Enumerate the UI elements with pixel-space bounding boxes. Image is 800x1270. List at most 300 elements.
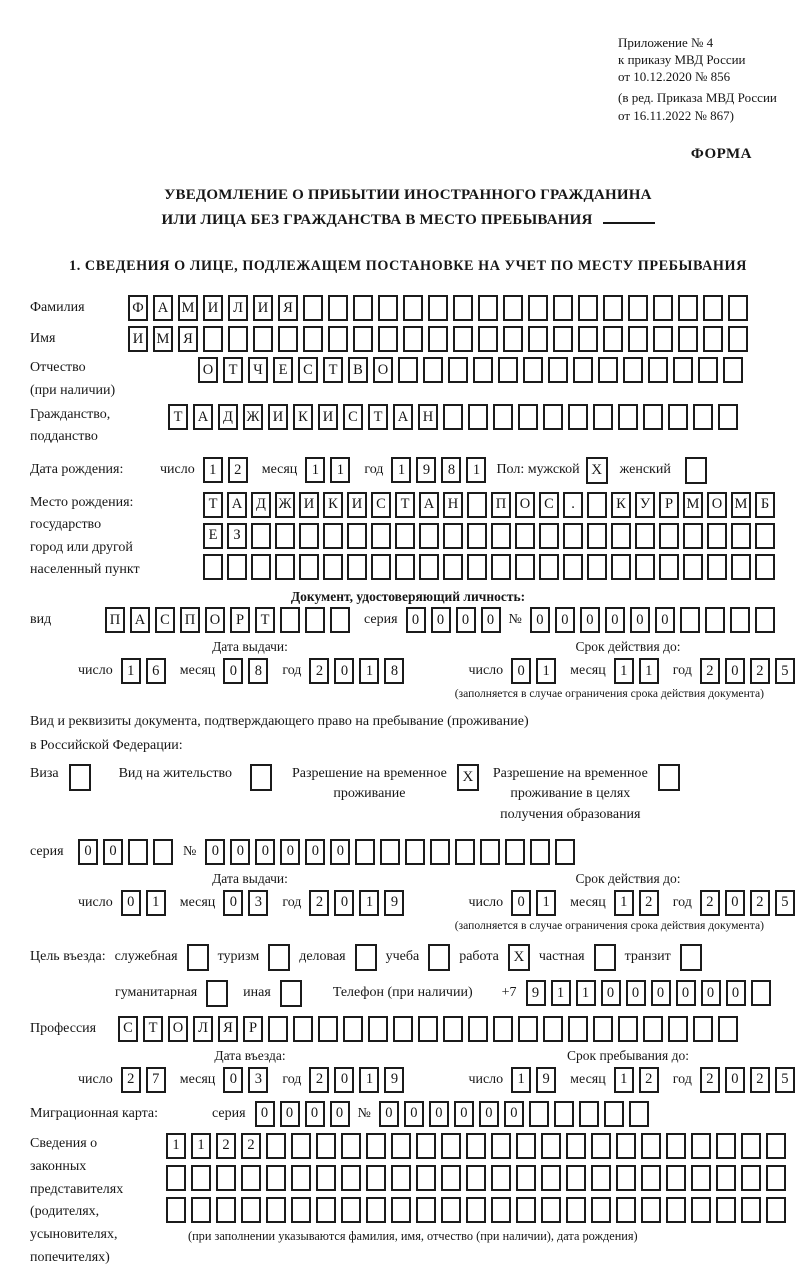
char-cell[interactable] xyxy=(443,1016,463,1042)
char-cell[interactable] xyxy=(448,357,468,383)
char-cell[interactable] xyxy=(478,295,498,321)
char-cell[interactable]: 1 xyxy=(614,890,634,916)
char-cell[interactable]: 1 xyxy=(466,457,486,483)
char-cell[interactable]: Д xyxy=(218,404,238,430)
char-cell[interactable] xyxy=(418,1016,438,1042)
char-cell[interactable]: С xyxy=(155,607,175,633)
char-cell[interactable] xyxy=(323,554,343,580)
char-cell[interactable]: 8 xyxy=(248,658,268,684)
char-cell[interactable] xyxy=(568,1016,588,1042)
char-cell[interactable] xyxy=(728,326,748,352)
char-cell[interactable] xyxy=(718,1016,738,1042)
char-cell[interactable]: И xyxy=(253,295,273,321)
char-cell[interactable]: 0 xyxy=(431,607,451,633)
char-cell[interactable] xyxy=(466,1133,486,1159)
char-cell[interactable]: 6 xyxy=(146,658,166,684)
char-cell[interactable] xyxy=(341,1165,361,1191)
char-cell[interactable]: Л xyxy=(193,1016,213,1042)
char-cell[interactable] xyxy=(203,554,223,580)
char-cell[interactable]: Р xyxy=(659,492,679,518)
char-cell[interactable] xyxy=(641,1165,661,1191)
char-cell[interactable]: 5 xyxy=(775,890,795,916)
char-cell[interactable] xyxy=(766,1165,786,1191)
char-cell[interactable] xyxy=(330,607,350,633)
char-cell[interactable]: 2 xyxy=(241,1133,261,1159)
char-cell[interactable] xyxy=(241,1197,261,1223)
char-cell[interactable]: 0 xyxy=(725,658,745,684)
char-cell[interactable] xyxy=(716,1197,736,1223)
char-cell[interactable] xyxy=(641,1197,661,1223)
char-cell[interactable]: 2 xyxy=(309,658,329,684)
char-cell[interactable]: И xyxy=(268,404,288,430)
char-cell[interactable] xyxy=(227,554,247,580)
char-cell[interactable] xyxy=(378,326,398,352)
char-cell[interactable] xyxy=(398,357,418,383)
char-cell[interactable] xyxy=(587,554,607,580)
char-cell[interactable] xyxy=(541,1133,561,1159)
char-cell[interactable] xyxy=(666,1165,686,1191)
char-cell[interactable] xyxy=(466,1197,486,1223)
char-cell[interactable] xyxy=(698,357,718,383)
char-cell[interactable]: П xyxy=(105,607,125,633)
char-cell[interactable] xyxy=(428,295,448,321)
char-cell[interactable]: 0 xyxy=(725,890,745,916)
char-cell[interactable] xyxy=(628,326,648,352)
char-cell[interactable] xyxy=(291,1165,311,1191)
char-cell[interactable]: Я xyxy=(178,326,198,352)
char-cell[interactable] xyxy=(316,1165,336,1191)
char-cell[interactable]: 1 xyxy=(536,890,556,916)
char-cell[interactable] xyxy=(403,295,423,321)
char-cell[interactable] xyxy=(291,1197,311,1223)
char-cell[interactable] xyxy=(303,326,323,352)
char-cell[interactable]: Р xyxy=(243,1016,263,1042)
sex-female-checkbox[interactable] xyxy=(685,457,707,484)
char-cell[interactable]: С xyxy=(298,357,318,383)
char-cell[interactable]: 0 xyxy=(676,980,696,1006)
char-cell[interactable] xyxy=(515,554,535,580)
char-cell[interactable] xyxy=(641,1133,661,1159)
char-cell[interactable] xyxy=(395,523,415,549)
char-cell[interactable] xyxy=(467,554,487,580)
char-cell[interactable] xyxy=(604,1101,624,1127)
char-cell[interactable]: 0 xyxy=(511,658,531,684)
char-cell[interactable] xyxy=(441,1197,461,1223)
char-cell[interactable]: 1 xyxy=(330,457,350,483)
temp-education-checkbox[interactable] xyxy=(658,764,680,791)
char-cell[interactable]: 0 xyxy=(223,658,243,684)
char-cell[interactable]: 0 xyxy=(511,890,531,916)
char-cell[interactable]: Л xyxy=(228,295,248,321)
char-cell[interactable] xyxy=(416,1197,436,1223)
char-cell[interactable] xyxy=(441,1133,461,1159)
char-cell[interactable]: 1 xyxy=(391,457,411,483)
char-cell[interactable]: 0 xyxy=(255,839,275,865)
char-cell[interactable] xyxy=(680,607,700,633)
purpose-humanitarian-checkbox[interactable] xyxy=(206,980,228,1007)
char-cell[interactable]: О xyxy=(168,1016,188,1042)
char-cell[interactable] xyxy=(393,1016,413,1042)
char-cell[interactable] xyxy=(528,326,548,352)
char-cell[interactable]: 2 xyxy=(639,890,659,916)
char-cell[interactable] xyxy=(498,357,518,383)
char-cell[interactable]: 1 xyxy=(551,980,571,1006)
char-cell[interactable] xyxy=(453,326,473,352)
char-cell[interactable] xyxy=(378,295,398,321)
char-cell[interactable] xyxy=(371,554,391,580)
char-cell[interactable]: С xyxy=(343,404,363,430)
char-cell[interactable] xyxy=(480,839,500,865)
char-cell[interactable] xyxy=(648,357,668,383)
char-cell[interactable] xyxy=(691,1165,711,1191)
char-cell[interactable]: 2 xyxy=(228,457,248,483)
char-cell[interactable] xyxy=(428,326,448,352)
char-cell[interactable] xyxy=(598,357,618,383)
char-cell[interactable]: 0 xyxy=(334,1067,354,1093)
char-cell[interactable] xyxy=(275,554,295,580)
char-cell[interactable] xyxy=(275,523,295,549)
char-cell[interactable] xyxy=(203,326,223,352)
char-cell[interactable] xyxy=(391,1133,411,1159)
char-cell[interactable]: М xyxy=(153,326,173,352)
char-cell[interactable] xyxy=(668,404,688,430)
char-cell[interactable] xyxy=(668,1016,688,1042)
char-cell[interactable] xyxy=(593,404,613,430)
char-cell[interactable] xyxy=(523,357,543,383)
char-cell[interactable]: 0 xyxy=(223,890,243,916)
char-cell[interactable]: 0 xyxy=(205,839,225,865)
char-cell[interactable]: 2 xyxy=(639,1067,659,1093)
char-cell[interactable] xyxy=(730,607,750,633)
char-cell[interactable] xyxy=(491,1165,511,1191)
char-cell[interactable] xyxy=(391,1197,411,1223)
char-cell[interactable] xyxy=(280,607,300,633)
char-cell[interactable] xyxy=(515,523,535,549)
char-cell[interactable] xyxy=(539,523,559,549)
char-cell[interactable] xyxy=(343,1016,363,1042)
char-cell[interactable]: 2 xyxy=(750,658,770,684)
char-cell[interactable] xyxy=(491,1197,511,1223)
char-cell[interactable] xyxy=(468,1016,488,1042)
char-cell[interactable]: 2 xyxy=(700,890,720,916)
char-cell[interactable]: 0 xyxy=(230,839,250,865)
char-cell[interactable] xyxy=(503,295,523,321)
char-cell[interactable] xyxy=(253,326,273,352)
char-cell[interactable] xyxy=(593,1016,613,1042)
char-cell[interactable]: Я xyxy=(278,295,298,321)
char-cell[interactable]: 0 xyxy=(655,607,675,633)
char-cell[interactable] xyxy=(555,839,575,865)
char-cell[interactable]: 2 xyxy=(750,890,770,916)
char-cell[interactable] xyxy=(166,1197,186,1223)
char-cell[interactable] xyxy=(216,1165,236,1191)
char-cell[interactable] xyxy=(299,554,319,580)
char-cell[interactable] xyxy=(673,357,693,383)
char-cell[interactable]: 2 xyxy=(750,1067,770,1093)
char-cell[interactable] xyxy=(553,326,573,352)
char-cell[interactable]: 0 xyxy=(725,1067,745,1093)
char-cell[interactable] xyxy=(467,523,487,549)
char-cell[interactable] xyxy=(228,326,248,352)
char-cell[interactable] xyxy=(741,1133,761,1159)
char-cell[interactable] xyxy=(635,554,655,580)
char-cell[interactable]: Т xyxy=(368,404,388,430)
char-cell[interactable]: 9 xyxy=(384,1067,404,1093)
char-cell[interactable]: П xyxy=(491,492,511,518)
char-cell[interactable] xyxy=(403,326,423,352)
char-cell[interactable] xyxy=(473,357,493,383)
char-cell[interactable]: 1 xyxy=(305,457,325,483)
char-cell[interactable]: 2 xyxy=(309,890,329,916)
char-cell[interactable] xyxy=(318,1016,338,1042)
char-cell[interactable] xyxy=(563,523,583,549)
char-cell[interactable] xyxy=(659,554,679,580)
char-cell[interactable] xyxy=(716,1133,736,1159)
char-cell[interactable]: 1 xyxy=(191,1133,211,1159)
char-cell[interactable]: Р xyxy=(230,607,250,633)
char-cell[interactable] xyxy=(395,554,415,580)
char-cell[interactable] xyxy=(751,980,771,1006)
char-cell[interactable] xyxy=(616,1197,636,1223)
char-cell[interactable] xyxy=(443,404,463,430)
char-cell[interactable]: 9 xyxy=(384,890,404,916)
char-cell[interactable]: 0 xyxy=(334,890,354,916)
char-cell[interactable] xyxy=(741,1165,761,1191)
char-cell[interactable]: 0 xyxy=(726,980,746,1006)
char-cell[interactable] xyxy=(543,404,563,430)
char-cell[interactable] xyxy=(419,523,439,549)
char-cell[interactable] xyxy=(416,1133,436,1159)
char-cell[interactable]: 0 xyxy=(630,607,650,633)
char-cell[interactable] xyxy=(423,357,443,383)
char-cell[interactable] xyxy=(616,1133,636,1159)
char-cell[interactable]: О xyxy=(707,492,727,518)
char-cell[interactable]: К xyxy=(323,492,343,518)
char-cell[interactable]: 3 xyxy=(248,890,268,916)
char-cell[interactable] xyxy=(491,1133,511,1159)
char-cell[interactable] xyxy=(693,1016,713,1042)
char-cell[interactable]: С xyxy=(539,492,559,518)
char-cell[interactable] xyxy=(723,357,743,383)
char-cell[interactable] xyxy=(341,1133,361,1159)
char-cell[interactable] xyxy=(603,326,623,352)
char-cell[interactable] xyxy=(566,1197,586,1223)
char-cell[interactable]: 2 xyxy=(216,1133,236,1159)
temp-residence-checkbox[interactable]: X xyxy=(457,764,479,791)
char-cell[interactable] xyxy=(516,1133,536,1159)
char-cell[interactable]: С xyxy=(371,492,391,518)
char-cell[interactable] xyxy=(303,295,323,321)
char-cell[interactable] xyxy=(266,1197,286,1223)
char-cell[interactable] xyxy=(316,1133,336,1159)
char-cell[interactable]: 0 xyxy=(454,1101,474,1127)
char-cell[interactable] xyxy=(191,1197,211,1223)
char-cell[interactable]: О xyxy=(515,492,535,518)
char-cell[interactable]: 8 xyxy=(384,658,404,684)
purpose-other-checkbox[interactable] xyxy=(280,980,302,1007)
visa-checkbox[interactable] xyxy=(69,764,91,791)
char-cell[interactable]: 0 xyxy=(651,980,671,1006)
char-cell[interactable] xyxy=(453,295,473,321)
char-cell[interactable]: 5 xyxy=(775,1067,795,1093)
char-cell[interactable]: 0 xyxy=(78,839,98,865)
char-cell[interactable]: 1 xyxy=(203,457,223,483)
char-cell[interactable] xyxy=(347,523,367,549)
char-cell[interactable] xyxy=(478,326,498,352)
char-cell[interactable]: 0 xyxy=(456,607,476,633)
char-cell[interactable] xyxy=(587,523,607,549)
char-cell[interactable] xyxy=(766,1133,786,1159)
char-cell[interactable]: 0 xyxy=(429,1101,449,1127)
char-cell[interactable] xyxy=(505,839,525,865)
char-cell[interactable] xyxy=(629,1101,649,1127)
char-cell[interactable] xyxy=(691,1133,711,1159)
char-cell[interactable] xyxy=(493,1016,513,1042)
char-cell[interactable] xyxy=(516,1197,536,1223)
char-cell[interactable] xyxy=(591,1165,611,1191)
char-cell[interactable] xyxy=(728,295,748,321)
char-cell[interactable] xyxy=(666,1133,686,1159)
char-cell[interactable] xyxy=(603,295,623,321)
char-cell[interactable]: 5 xyxy=(775,658,795,684)
char-cell[interactable] xyxy=(703,295,723,321)
char-cell[interactable]: 2 xyxy=(700,658,720,684)
char-cell[interactable]: 7 xyxy=(146,1067,166,1093)
char-cell[interactable]: 0 xyxy=(404,1101,424,1127)
char-cell[interactable]: И xyxy=(128,326,148,352)
char-cell[interactable] xyxy=(731,523,751,549)
char-cell[interactable]: 0 xyxy=(103,839,123,865)
char-cell[interactable] xyxy=(553,295,573,321)
char-cell[interactable] xyxy=(716,1165,736,1191)
char-cell[interactable]: И xyxy=(203,295,223,321)
char-cell[interactable] xyxy=(579,1101,599,1127)
char-cell[interactable] xyxy=(573,357,593,383)
char-cell[interactable]: О xyxy=(373,357,393,383)
char-cell[interactable] xyxy=(467,492,487,518)
char-cell[interactable]: С xyxy=(118,1016,138,1042)
char-cell[interactable] xyxy=(653,326,673,352)
char-cell[interactable]: 1 xyxy=(121,658,141,684)
char-cell[interactable]: 0 xyxy=(330,839,350,865)
char-cell[interactable]: 9 xyxy=(526,980,546,1006)
purpose-private-checkbox[interactable] xyxy=(594,944,616,971)
char-cell[interactable]: 9 xyxy=(416,457,436,483)
char-cell[interactable] xyxy=(666,1197,686,1223)
char-cell[interactable]: Е xyxy=(273,357,293,383)
char-cell[interactable] xyxy=(491,554,511,580)
char-cell[interactable]: 1 xyxy=(359,1067,379,1093)
char-cell[interactable] xyxy=(518,1016,538,1042)
char-cell[interactable] xyxy=(566,1165,586,1191)
char-cell[interactable] xyxy=(391,1165,411,1191)
char-cell[interactable] xyxy=(541,1165,561,1191)
char-cell[interactable] xyxy=(328,326,348,352)
char-cell[interactable]: 1 xyxy=(166,1133,186,1159)
purpose-work-checkbox[interactable]: X xyxy=(508,944,530,971)
char-cell[interactable]: Д xyxy=(251,492,271,518)
char-cell[interactable]: 0 xyxy=(626,980,646,1006)
char-cell[interactable]: В xyxy=(348,357,368,383)
char-cell[interactable]: О xyxy=(205,607,225,633)
char-cell[interactable]: Б xyxy=(755,492,775,518)
char-cell[interactable] xyxy=(371,523,391,549)
char-cell[interactable] xyxy=(323,523,343,549)
char-cell[interactable]: К xyxy=(611,492,631,518)
char-cell[interactable]: 2 xyxy=(700,1067,720,1093)
char-cell[interactable]: Т xyxy=(223,357,243,383)
char-cell[interactable] xyxy=(278,326,298,352)
char-cell[interactable]: Т xyxy=(255,607,275,633)
char-cell[interactable] xyxy=(643,404,663,430)
char-cell[interactable]: Н xyxy=(418,404,438,430)
char-cell[interactable] xyxy=(691,1197,711,1223)
char-cell[interactable]: Н xyxy=(443,492,463,518)
char-cell[interactable]: З xyxy=(227,523,247,549)
char-cell[interactable] xyxy=(563,554,583,580)
char-cell[interactable] xyxy=(353,326,373,352)
char-cell[interactable]: А xyxy=(227,492,247,518)
char-cell[interactable]: Ж xyxy=(275,492,295,518)
char-cell[interactable]: 1 xyxy=(614,1067,634,1093)
char-cell[interactable]: 1 xyxy=(146,890,166,916)
char-cell[interactable] xyxy=(347,554,367,580)
char-cell[interactable] xyxy=(266,1165,286,1191)
char-cell[interactable]: 1 xyxy=(359,890,379,916)
char-cell[interactable] xyxy=(659,523,679,549)
char-cell[interactable] xyxy=(153,839,173,865)
char-cell[interactable]: 0 xyxy=(601,980,621,1006)
char-cell[interactable]: 1 xyxy=(639,658,659,684)
char-cell[interactable] xyxy=(518,404,538,430)
char-cell[interactable] xyxy=(430,839,450,865)
char-cell[interactable] xyxy=(678,295,698,321)
char-cell[interactable]: 0 xyxy=(605,607,625,633)
char-cell[interactable] xyxy=(268,1016,288,1042)
char-cell[interactable]: . xyxy=(563,492,583,518)
char-cell[interactable] xyxy=(568,404,588,430)
char-cell[interactable] xyxy=(530,839,550,865)
char-cell[interactable] xyxy=(529,1101,549,1127)
char-cell[interactable] xyxy=(128,839,148,865)
char-cell[interactable] xyxy=(635,523,655,549)
char-cell[interactable]: 0 xyxy=(580,607,600,633)
char-cell[interactable]: 0 xyxy=(305,839,325,865)
char-cell[interactable] xyxy=(539,554,559,580)
char-cell[interactable]: Я xyxy=(218,1016,238,1042)
char-cell[interactable] xyxy=(578,326,598,352)
char-cell[interactable] xyxy=(405,839,425,865)
char-cell[interactable] xyxy=(731,554,751,580)
char-cell[interactable]: Т xyxy=(395,492,415,518)
char-cell[interactable]: Т xyxy=(168,404,188,430)
char-cell[interactable] xyxy=(191,1165,211,1191)
char-cell[interactable]: 0 xyxy=(280,839,300,865)
char-cell[interactable] xyxy=(299,523,319,549)
char-cell[interactable]: М xyxy=(683,492,703,518)
char-cell[interactable] xyxy=(616,1165,636,1191)
char-cell[interactable] xyxy=(441,1165,461,1191)
char-cell[interactable]: 1 xyxy=(614,658,634,684)
char-cell[interactable] xyxy=(705,607,725,633)
char-cell[interactable] xyxy=(366,1197,386,1223)
char-cell[interactable] xyxy=(683,523,703,549)
char-cell[interactable]: 0 xyxy=(481,607,501,633)
char-cell[interactable]: 0 xyxy=(406,607,426,633)
char-cell[interactable]: Е xyxy=(203,523,223,549)
char-cell[interactable] xyxy=(416,1165,436,1191)
char-cell[interactable] xyxy=(653,295,673,321)
